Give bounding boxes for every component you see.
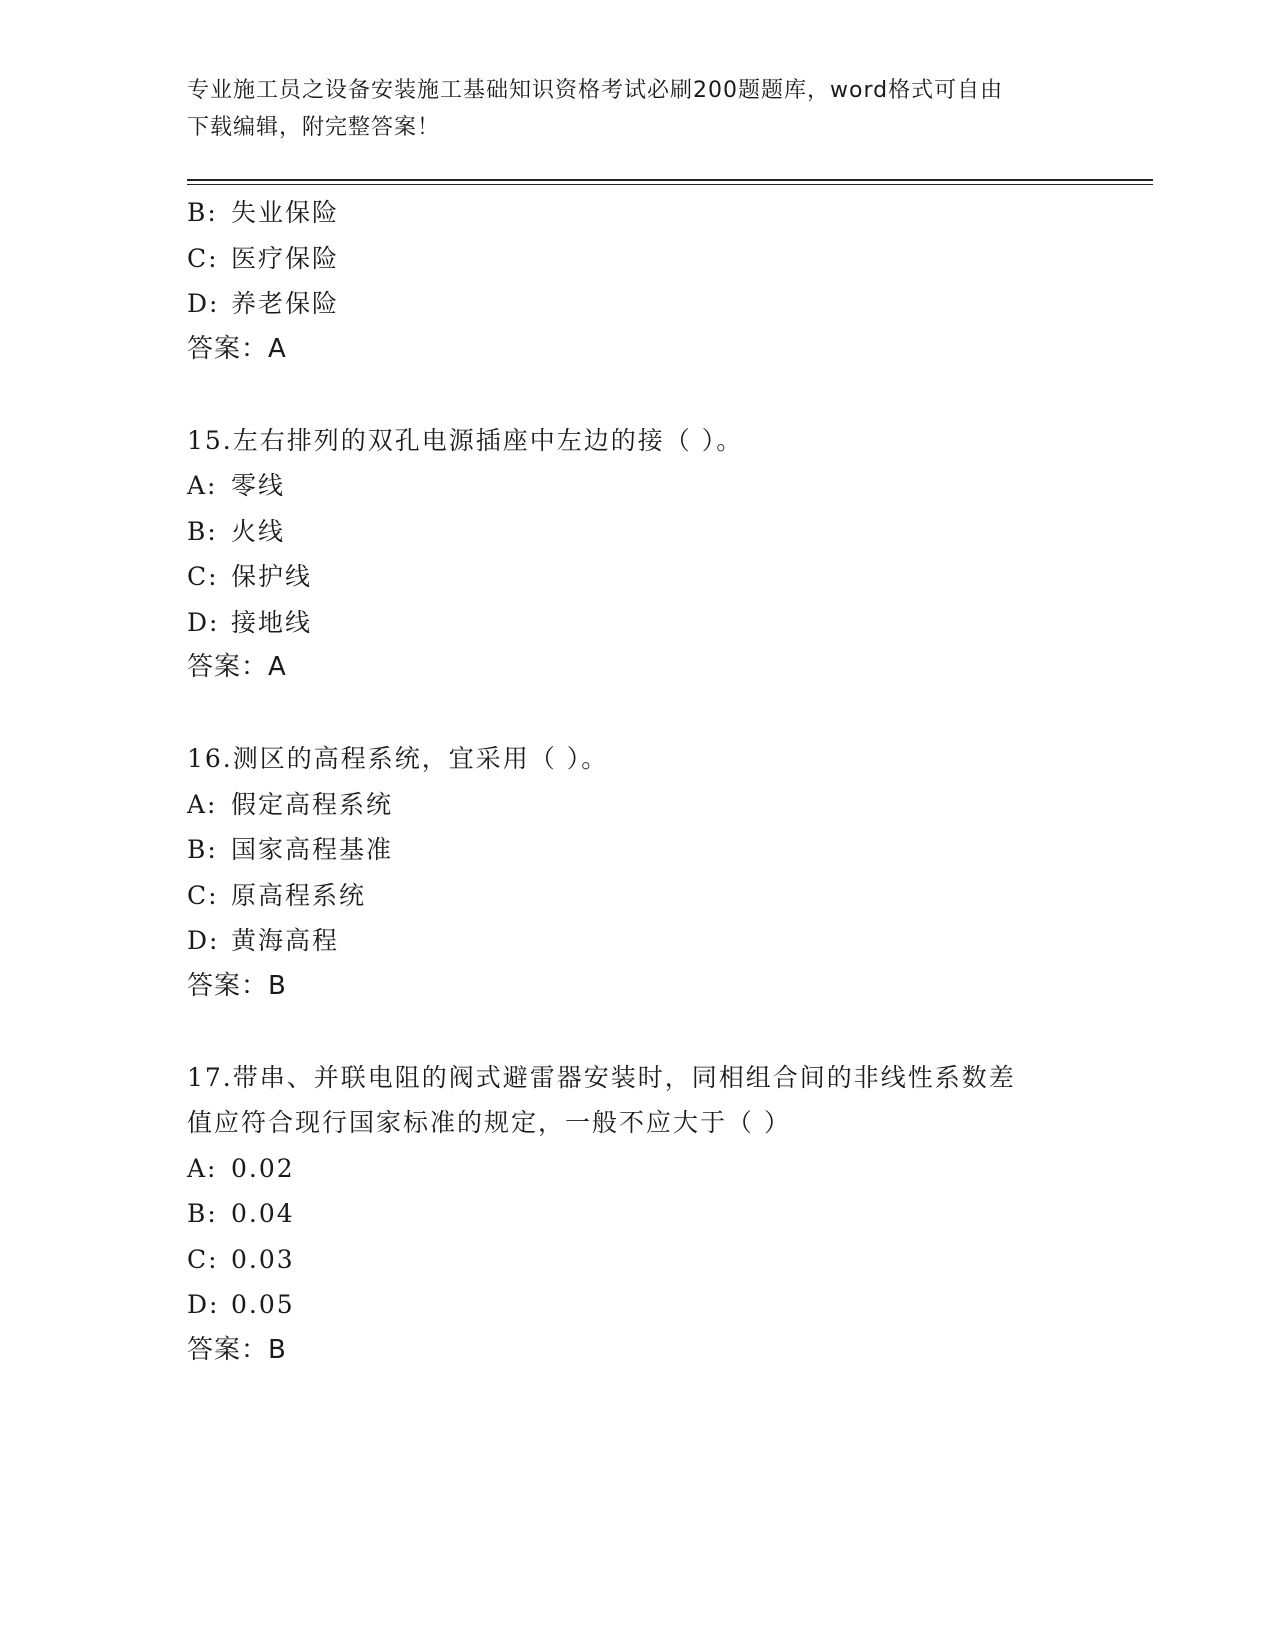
question-17 — [187, 1055, 1153, 1374]
option-a: A: 0.02 — [187, 1153, 295, 1183]
option-d: D: 0.05 — [187, 1290, 295, 1319]
option-b: B: 失业保险 — [187, 198, 340, 227]
option-d: D: 黄海高程 — [187, 926, 340, 955]
answer-line: 答案：B — [187, 1334, 287, 1365]
answer-line: 答案：B — [187, 970, 287, 1001]
question-stem: 16.测区的高程系统，宜采用（ ）。 — [187, 744, 609, 773]
option-d: D: 养老保险 — [187, 289, 340, 318]
answer-line: 答案：A — [187, 652, 287, 682]
header-divider-thick — [187, 179, 1153, 181]
answer-line: 答案：A — [187, 333, 287, 364]
question-stem-line-1: 17.带串、并联电阻的阀式避雷器安装时，同相组合间的非线性系数差 — [187, 1062, 1016, 1092]
option-c: C: 保护线 — [187, 562, 313, 591]
question-stem-line-2: 值应符合现行国家标准的规定，一般不应大于（ ） — [187, 1108, 791, 1137]
option-b: B: 火线 — [187, 516, 286, 546]
question-16 — [187, 736, 1153, 1009]
option-a: A: 零线 — [187, 471, 286, 500]
document-header — [187, 72, 1087, 146]
option-d: D: 接地线 — [187, 607, 313, 637]
option-c: C: 原高程系统 — [187, 880, 367, 910]
option-c: C: 医疗保险 — [187, 243, 340, 273]
question-list — [187, 190, 1153, 1373]
header-line-2: 下载编辑，附完整答案！ — [187, 115, 441, 140]
question-14-continued — [187, 190, 1153, 372]
question-15 — [187, 418, 1153, 691]
header-divider-thin — [187, 184, 1153, 185]
header-line-1: 专业施工员之设备安装施工基础知识资格考试必刷200题题库，word格式可自由 — [187, 78, 1004, 103]
option-a: A: 假定高程系统 — [187, 789, 394, 819]
option-b: B: 0.04 — [187, 1199, 295, 1228]
option-c: C: 0.03 — [187, 1244, 295, 1274]
question-stem: 15.左右排列的双孔电源插座中左边的接（ ）。 — [187, 425, 744, 455]
option-b: B: 国家高程基准 — [187, 835, 394, 864]
